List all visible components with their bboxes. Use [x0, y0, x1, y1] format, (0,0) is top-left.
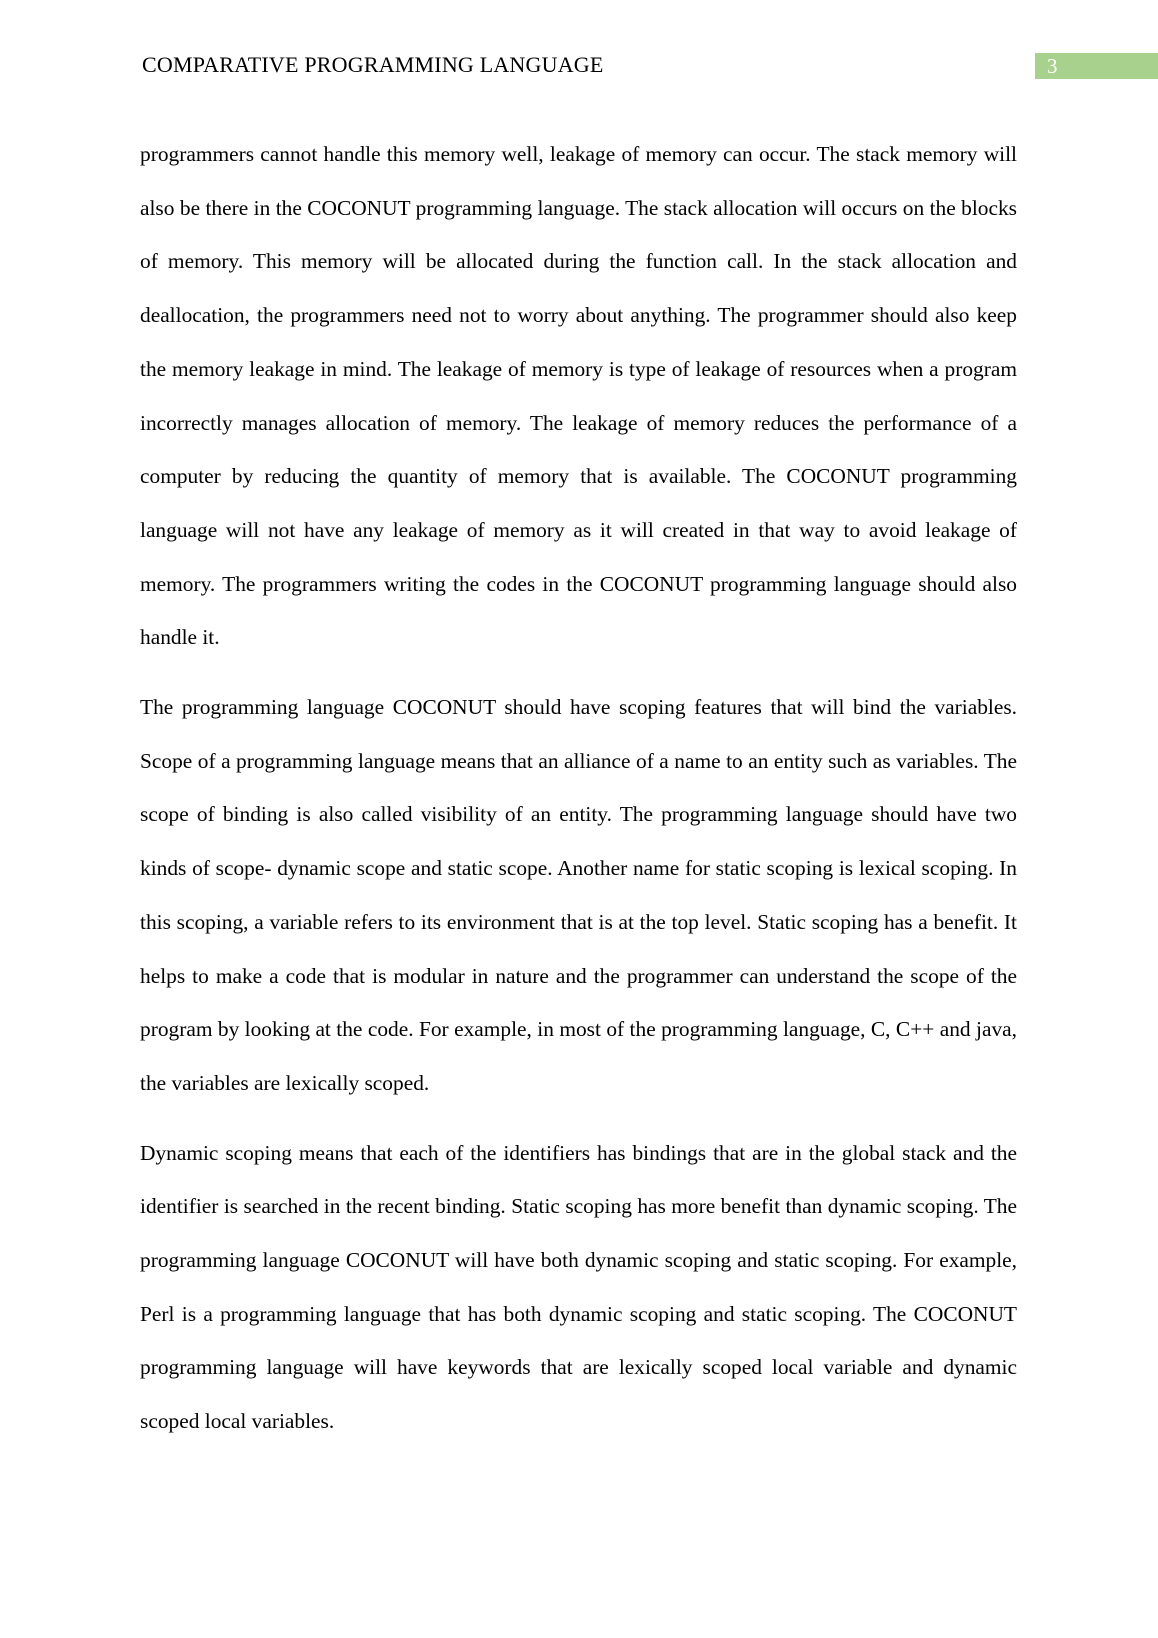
page-number-badge: 3 — [1035, 53, 1158, 79]
document-body — [140, 128, 1017, 1449]
body-paragraph-1: programmers cannot handle this memory well, leakage of memory can occur. The stack memory will also be there in the COCONUT programming language. The stack allocation will occurs on the blocks of memory. This memory will be allocated during the function call. In the stack allocation and deallocation, the programmers need not to worry about anything. The programmer should also keep the memory leakage in mind. The leakage of memory is type of leakage of resources when a program incorrectly manages allocation of memory. The leakage of memory reduces the performance of a computer by reducing the quantity of memory that is available. The COCONUT programming language will not have any leakage of memory as it will created in that way to avoid leakage of memory. The programmers writing the codes in the COCONUT programming language should also handle it. — [140, 142, 1017, 650]
running-header-title: COMPARATIVE PROGRAMMING LANGUAGE — [142, 52, 604, 77]
body-paragraph-3: Dynamic scoping means that each of the identifiers has bindings that are in the global stack and the identifier is searched in the recent binding. Static scoping has more benefit than dynamic scoping. The programming language COCONUT will have both dynamic scoping and static scoping. For example, Perl is a programming language that has both dynamic scoping and static scoping. The COCONUT programming language will have keywords that are lexically scoped local variable and dynamic scoped local variables. — [140, 1140, 1017, 1434]
body-paragraph-2: The programming language COCONUT should have scoping features that will bind the variables. Scope of a programming language means that an alliance of a name to an entity such as variables. The scope of binding is also called visibility of an entity. The programming language should have two kinds of scope- dynamic scope and static scope. Another name for static scoping is lexical scoping. In this scoping, a variable refers to its environment that is at the top level. Static scoping has a benefit. It helps to make a code that is modular in nature and the programmer can understand the scope of the program by looking at the code. For example, in most of the programming language, C, C++ and java, the variables are lexically scoped. — [140, 695, 1017, 1095]
